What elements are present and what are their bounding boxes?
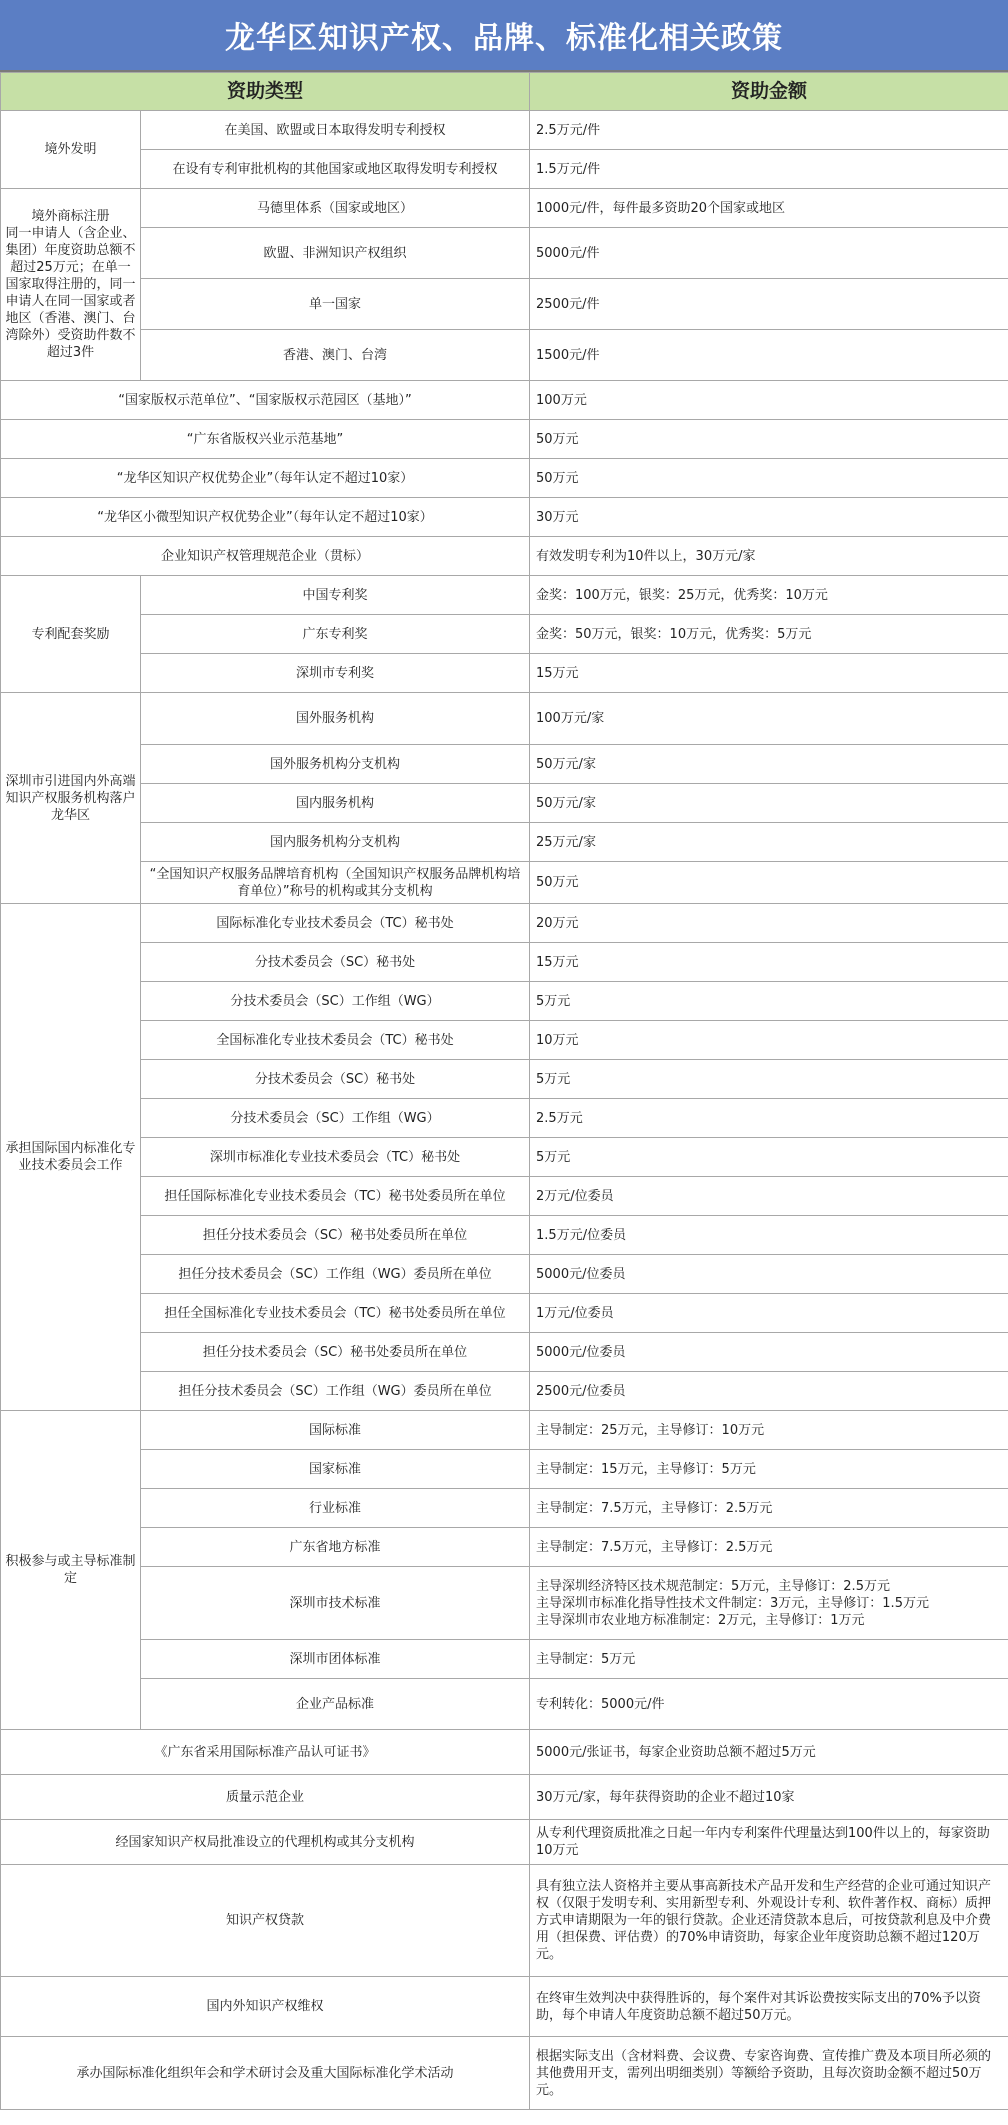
table-row bbox=[1, 1333, 1008, 1372]
table-header-row bbox=[1, 73, 1008, 111]
subsidy-item-cell: 马德里体系（国家或地区） bbox=[141, 189, 530, 228]
subsidy-amount-cell: 主导制定：25万元，主导修订：10万元 bbox=[530, 1411, 1008, 1450]
category-cell: 专利配套奖励 bbox=[1, 576, 141, 693]
table-row bbox=[1, 189, 1008, 228]
table-row bbox=[1, 1021, 1008, 1060]
subsidy-amount-cell: 10万元 bbox=[530, 1021, 1008, 1060]
table-row bbox=[1, 615, 1008, 654]
subsidy-amount-cell: 50万元/家 bbox=[530, 784, 1008, 823]
subsidy-item-cell: 担任国际标准化专业技术委员会（TC）秘书处委员所在单位 bbox=[141, 1177, 530, 1216]
table-row bbox=[1, 1099, 1008, 1138]
subsidy-amount-cell: 5000元/件 bbox=[530, 228, 1008, 279]
subsidy-amount-cell: 具有独立法人资格并主要从事高新技术产品开发和生产经营的企业可通过知识产权（仅限于发明专利、实用新型专利、外观设计专利、软件著作权、商标）质押方式申请期限为一年的银行贷款。企业还清贷款本息后，可按贷款利息及中介费用（担保费、评估费）的70%申请资助，每家企业年度资助总额不超过120万元。 bbox=[530, 1865, 1008, 1977]
table-row bbox=[1, 111, 1008, 150]
subsidy-amount-cell: 15万元 bbox=[530, 943, 1008, 982]
subsidy-item-cell: 国际标准化专业技术委员会（TC）秘书处 bbox=[141, 904, 530, 943]
table-row bbox=[1, 498, 1008, 537]
subsidy-item-cell: 中国专利奖 bbox=[141, 576, 530, 615]
table-row bbox=[1, 904, 1008, 943]
subsidy-amount-cell: 主导制定：7.5万元，主导修订：2.5万元 bbox=[530, 1528, 1008, 1567]
subsidy-type-cell: 知识产权贷款 bbox=[1, 1865, 530, 1977]
subsidy-item-cell: 国外服务机构 bbox=[141, 693, 530, 745]
subsidy-amount-cell: 2.5万元 bbox=[530, 1099, 1008, 1138]
subsidy-amount-cell: 20万元 bbox=[530, 904, 1008, 943]
subsidy-item-cell: 在美国、欧盟或日本取得发明专利授权 bbox=[141, 111, 530, 150]
subsidy-item-cell: 分技术委员会（SC）秘书处 bbox=[141, 1060, 530, 1099]
subsidy-amount-cell: 主导制定：5万元 bbox=[530, 1640, 1008, 1679]
subsidy-item-cell: 企业产品标准 bbox=[141, 1679, 530, 1730]
table-row bbox=[1, 279, 1008, 330]
subsidy-amount-cell: 100万元/家 bbox=[530, 693, 1008, 745]
subsidy-type-cell: 《广东省采用国际标准产品认可证书》 bbox=[1, 1730, 530, 1775]
subsidy-amount-cell: 15万元 bbox=[530, 654, 1008, 693]
subsidy-amount-cell: 30万元 bbox=[530, 498, 1008, 537]
table-row bbox=[1, 537, 1008, 576]
category-cell: 承担国际国内标准化专业技术委员会工作 bbox=[1, 904, 141, 1411]
subsidy-amount-cell: 100万元 bbox=[530, 381, 1008, 420]
subsidy-amount-cell: 2500元/位委员 bbox=[530, 1372, 1008, 1411]
table-row bbox=[1, 420, 1008, 459]
table-row bbox=[1, 982, 1008, 1021]
subsidy-type-cell: “国家版权示范单位”、“国家版权示范园区（基地）” bbox=[1, 381, 530, 420]
subsidy-item-cell: 担任分技术委员会（SC）工作组（WG）委员所在单位 bbox=[141, 1255, 530, 1294]
subsidy-amount-cell: 2.5万元/件 bbox=[530, 111, 1008, 150]
subsidy-item-cell: 深圳市技术标准 bbox=[141, 1567, 530, 1640]
subsidy-item-cell: 担任分技术委员会（SC）工作组（WG）委员所在单位 bbox=[141, 1372, 530, 1411]
table-row bbox=[1, 1177, 1008, 1216]
subsidy-type-cell: “龙华区知识产权优势企业”（每年认定不超过10家） bbox=[1, 459, 530, 498]
table-row bbox=[1, 330, 1008, 381]
subsidy-type-cell: 质量示范企业 bbox=[1, 1775, 530, 1820]
subsidy-amount-cell: 50万元 bbox=[530, 420, 1008, 459]
subsidy-type-cell: 企业知识产权管理规范企业（贯标） bbox=[1, 537, 530, 576]
subsidy-item-cell: 国内服务机构分支机构 bbox=[141, 823, 530, 862]
category-cell: 深圳市引进国内外高端知识产权服务机构落户龙华区 bbox=[1, 693, 141, 904]
table-row bbox=[1, 823, 1008, 862]
subsidy-item-cell: 在设有专利审批机构的其他国家或地区取得发明专利授权 bbox=[141, 150, 530, 189]
subsidy-amount-cell: 在终审生效判决中获得胜诉的，每个案件对其诉讼费按实际支出的70%予以资助，每个申请人年度资助总额不超过50万元。 bbox=[530, 1977, 1008, 2037]
subsidy-amount-cell: 从专利代理资质批准之日起一年内专利案件代理量达到100件以上的，每家资助10万元 bbox=[530, 1820, 1008, 1865]
subsidy-item-cell: 国外服务机构分支机构 bbox=[141, 745, 530, 784]
table-row bbox=[1, 1411, 1008, 1450]
category-cell: 境外发明 bbox=[1, 111, 141, 189]
subsidy-amount-cell: 金奖：100万元，银奖：25万元，优秀奖：10万元 bbox=[530, 576, 1008, 615]
table-row bbox=[1, 1216, 1008, 1255]
table-row bbox=[1, 1294, 1008, 1333]
table-row bbox=[1, 1138, 1008, 1177]
subsidy-item-cell: 分技术委员会（SC）工作组（WG） bbox=[141, 982, 530, 1021]
subsidy-type-cell: “广东省版权兴业示范基地” bbox=[1, 420, 530, 459]
table-row bbox=[1, 784, 1008, 823]
table-row bbox=[1, 1450, 1008, 1489]
subsidy-item-cell: 国家标准 bbox=[141, 1450, 530, 1489]
table-row bbox=[1, 943, 1008, 982]
page-title: 龙华区知识产权、品牌、标准化相关政策 bbox=[0, 0, 1008, 72]
subsidy-item-cell: 广东专利奖 bbox=[141, 615, 530, 654]
subsidy-item-cell: 全国标准化专业技术委员会（TC）秘书处 bbox=[141, 1021, 530, 1060]
subsidy-item-cell: 欧盟、非洲知识产权组织 bbox=[141, 228, 530, 279]
subsidy-type-cell: 承办国际标准化组织年会和学术研讨会及重大国际标准化学术活动 bbox=[1, 2037, 530, 2110]
subsidy-type-cell: 经国家知识产权局批准设立的代理机构或其分支机构 bbox=[1, 1820, 530, 1865]
subsidy-amount-cell: 有效发明专利为10件以上，30万元/家 bbox=[530, 537, 1008, 576]
subsidy-item-cell: 行业标准 bbox=[141, 1489, 530, 1528]
subsidy-item-cell: 香港、澳门、台湾 bbox=[141, 330, 530, 381]
subsidy-item-cell: 担任分技术委员会（SC）秘书处委员所在单位 bbox=[141, 1333, 530, 1372]
table-row bbox=[1, 150, 1008, 189]
subsidy-amount-cell: 25万元/家 bbox=[530, 823, 1008, 862]
subsidy-amount-cell: 1000元/件，每件最多资助20个国家或地区 bbox=[530, 189, 1008, 228]
header-amount: 资助金额 bbox=[530, 73, 1008, 111]
table-row bbox=[1, 1679, 1008, 1730]
subsidy-amount-cell: 5000元/位委员 bbox=[530, 1333, 1008, 1372]
subsidy-item-cell: 广东省地方标准 bbox=[141, 1528, 530, 1567]
table-row bbox=[1, 1255, 1008, 1294]
table-row bbox=[1, 1060, 1008, 1099]
subsidy-item-cell: “全国知识产权服务品牌培育机构（全国知识产权服务品牌机构培育单位）”称号的机构或其分支机构 bbox=[141, 862, 530, 904]
subsidy-item-cell: 深圳市专利奖 bbox=[141, 654, 530, 693]
table-row bbox=[1, 228, 1008, 279]
subsidy-amount-cell: 2万元/位委员 bbox=[530, 1177, 1008, 1216]
subsidy-item-cell: 深圳市标准化专业技术委员会（TC）秘书处 bbox=[141, 1138, 530, 1177]
subsidy-amount-cell: 金奖：50万元，银奖：10万元，优秀奖：5万元 bbox=[530, 615, 1008, 654]
subsidy-amount-cell: 主导制定：15万元，主导修订：5万元 bbox=[530, 1450, 1008, 1489]
subsidy-amount-cell: 50万元 bbox=[530, 862, 1008, 904]
table-row bbox=[1, 1775, 1008, 1820]
subsidy-amount-cell: 30万元/家，每年获得资助的企业不超过10家 bbox=[530, 1775, 1008, 1820]
table-row bbox=[1, 459, 1008, 498]
subsidy-item-cell: 分技术委员会（SC）工作组（WG） bbox=[141, 1099, 530, 1138]
table-row bbox=[1, 1528, 1008, 1567]
subsidy-amount-cell: 5万元 bbox=[530, 1060, 1008, 1099]
table-row bbox=[1, 693, 1008, 745]
subsidy-amount-cell: 5万元 bbox=[530, 982, 1008, 1021]
subsidy-type-cell: “龙华区小微型知识产权优势企业”（每年认定不超过10家） bbox=[1, 498, 530, 537]
table-row bbox=[1, 862, 1008, 904]
table-row bbox=[1, 1865, 1008, 1977]
subsidy-type-cell: 国内外知识产权维权 bbox=[1, 1977, 530, 2037]
table-row bbox=[1, 1977, 1008, 2037]
table-row bbox=[1, 1730, 1008, 1775]
table-row bbox=[1, 1567, 1008, 1640]
subsidy-item-cell: 深圳市团体标准 bbox=[141, 1640, 530, 1679]
category-cell: 积极参与或主导标准制定 bbox=[1, 1411, 141, 1730]
subsidy-item-cell: 单一国家 bbox=[141, 279, 530, 330]
subsidy-item-cell: 担任全国标准化专业技术委员会（TC）秘书处委员所在单位 bbox=[141, 1294, 530, 1333]
header-type: 资助类型 bbox=[1, 73, 530, 111]
subsidy-item-cell: 国内服务机构 bbox=[141, 784, 530, 823]
table-row bbox=[1, 576, 1008, 615]
table-row bbox=[1, 1489, 1008, 1528]
policy-table bbox=[0, 72, 1008, 2110]
table-body bbox=[1, 111, 1008, 2110]
subsidy-amount-cell: 主导深圳经济特区技术规范制定：5万元，主导修订：2.5万元 主导深圳市标准化指导性技术文件制定：3万元，主导修订：1.5万元 主导深圳市农业地方标准制定：2万元，主导修订：1万元 bbox=[530, 1567, 1008, 1640]
table-row bbox=[1, 1820, 1008, 1865]
subsidy-item-cell: 分技术委员会（SC）秘书处 bbox=[141, 943, 530, 982]
subsidy-item-cell: 担任分技术委员会（SC）秘书处委员所在单位 bbox=[141, 1216, 530, 1255]
subsidy-amount-cell: 2500元/件 bbox=[530, 279, 1008, 330]
subsidy-amount-cell: 主导制定：7.5万元，主导修订：2.5万元 bbox=[530, 1489, 1008, 1528]
subsidy-amount-cell: 根据实际支出（含材料费、会议费、专家咨询费、宣传推广费及本项目所必须的其他费用开支，需列出明细类别）等额给予资助，且每次资助金额不超过50万元。 bbox=[530, 2037, 1008, 2110]
subsidy-amount-cell: 1500元/件 bbox=[530, 330, 1008, 381]
subsidy-item-cell: 国际标准 bbox=[141, 1411, 530, 1450]
table-row bbox=[1, 654, 1008, 693]
subsidy-amount-cell: 5万元 bbox=[530, 1138, 1008, 1177]
table-row bbox=[1, 381, 1008, 420]
subsidy-amount-cell: 50万元 bbox=[530, 459, 1008, 498]
subsidy-amount-cell: 50万元/家 bbox=[530, 745, 1008, 784]
table-row bbox=[1, 745, 1008, 784]
subsidy-amount-cell: 5000元/张证书，每家企业资助总额不超过5万元 bbox=[530, 1730, 1008, 1775]
subsidy-amount-cell: 1.5万元/件 bbox=[530, 150, 1008, 189]
subsidy-amount-cell: 1.5万元/位委员 bbox=[530, 1216, 1008, 1255]
subsidy-amount-cell: 专利转化：5000元/件 bbox=[530, 1679, 1008, 1730]
subsidy-amount-cell: 1万元/位委员 bbox=[530, 1294, 1008, 1333]
category-cell: 境外商标注册 同一申请人（含企业、集团）年度资助总额不超过25万元；在单一国家取得注册的，同一申请人在同一国家或者地区（香港、澳门、台湾除外）受资助件数不超过3件 bbox=[1, 189, 141, 381]
subsidy-amount-cell: 5000元/位委员 bbox=[530, 1255, 1008, 1294]
table-row bbox=[1, 1640, 1008, 1679]
table-row bbox=[1, 1372, 1008, 1411]
table-row bbox=[1, 2037, 1008, 2110]
